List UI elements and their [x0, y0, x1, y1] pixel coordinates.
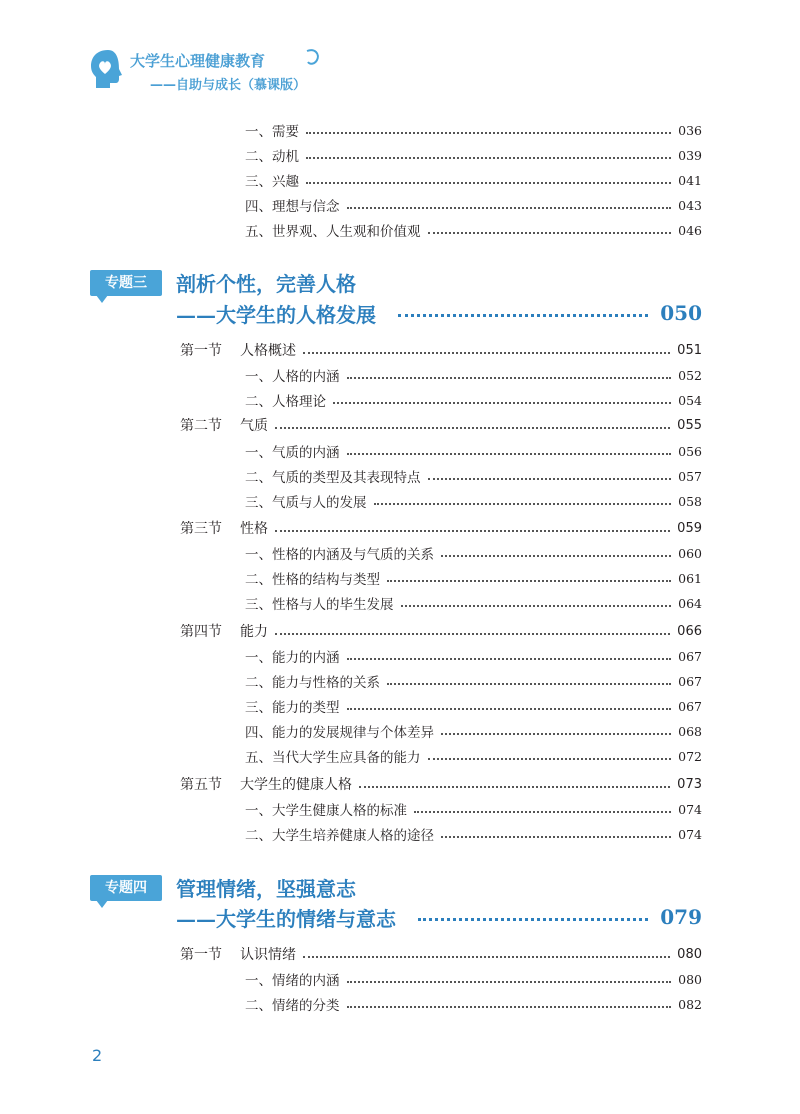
toc-item-page: 046 [678, 222, 702, 238]
toc-item[interactable] [245, 120, 702, 140]
section-name: 能力 [240, 624, 268, 640]
toc-item-page: 057 [678, 468, 702, 484]
leader-dots [387, 683, 671, 685]
toc-item-page: 064 [678, 595, 702, 611]
section-number: 第五节 [180, 777, 222, 793]
toc-item-label: 一、人格的内涵 [245, 369, 340, 385]
toc-item[interactable] [245, 593, 702, 613]
leader-dots [359, 786, 670, 788]
toc-item-label: 一、能力的内涵 [245, 650, 340, 666]
toc-section[interactable] [180, 517, 702, 539]
toc-item-label: 一、需要 [245, 124, 299, 140]
leader-dots [275, 530, 670, 532]
toc-item-label: 二、情绪的分类 [245, 998, 340, 1014]
toc-item-page: 039 [678, 147, 702, 163]
toc-item-page: 058 [678, 493, 702, 509]
toc-section[interactable] [180, 414, 702, 436]
section-name: 人格概述 [240, 343, 296, 359]
toc-item-page: 043 [678, 197, 702, 213]
toc-item[interactable] [245, 220, 702, 240]
toc-item[interactable] [245, 195, 702, 215]
topic-subtitle: ——大学生的人格发展 [176, 302, 376, 327]
leader-dots [347, 453, 672, 455]
section-page: 080 [677, 946, 702, 962]
toc-item[interactable] [245, 671, 702, 691]
leader-dots [303, 352, 670, 354]
leader-dots [387, 580, 671, 582]
toc-item[interactable] [245, 568, 702, 588]
leader-dots [275, 633, 670, 635]
leader-dots [347, 658, 672, 660]
toc-section[interactable] [180, 773, 702, 795]
toc-item-label: 二、性格的结构与类型 [245, 572, 380, 588]
toc-item-page: 068 [678, 723, 702, 739]
leader-dots [428, 478, 672, 480]
leader-dots [414, 811, 671, 813]
toc-item[interactable] [245, 170, 702, 190]
toc-item-page: 060 [678, 545, 702, 561]
toc-item-label: 三、性格与人的毕生发展 [245, 597, 394, 613]
toc-item[interactable] [245, 365, 702, 385]
topic-tag: 专题三 [90, 270, 162, 296]
toc-item-label: 二、动机 [245, 149, 299, 165]
toc-item-label: 一、情绪的内涵 [245, 973, 340, 989]
toc-item-label: 三、气质与人的发展 [245, 495, 367, 511]
toc-item-page: 067 [678, 673, 702, 689]
toc-item-page: 036 [678, 122, 702, 138]
toc-item[interactable] [245, 646, 702, 666]
toc-item[interactable] [245, 441, 702, 461]
toc-item-label: 三、能力的类型 [245, 700, 340, 716]
toc-item-label: 五、世界观、人生观和价值观 [245, 224, 421, 240]
toc-item-label: 四、能力的发展规律与个体差异 [245, 725, 434, 741]
topic-page: 050 [660, 301, 702, 325]
toc-item[interactable] [245, 721, 702, 741]
section-name: 性格 [240, 521, 268, 537]
leader-dots [441, 733, 671, 735]
section-number: 第四节 [180, 624, 222, 640]
toc-item-page: 041 [678, 172, 702, 188]
toc-item-label: 三、兴趣 [245, 174, 299, 190]
leader-dots [428, 232, 672, 234]
leader-dots [333, 402, 671, 404]
toc-item-page: 054 [678, 392, 702, 408]
leader-dots [303, 956, 670, 958]
toc-item-page: 056 [678, 443, 702, 459]
toc-item[interactable] [245, 696, 702, 716]
swirl-decoration-icon [303, 48, 321, 68]
toc-item[interactable] [245, 824, 702, 844]
leader-dots [441, 555, 671, 557]
toc-item-label: 二、人格理论 [245, 394, 326, 410]
toc-item-page: 061 [678, 570, 702, 586]
section-page: 051 [677, 342, 702, 358]
header-subtitle: ——自助与成长（慕课版） [150, 78, 307, 93]
toc-section[interactable] [180, 339, 702, 361]
toc-item-page: 067 [678, 648, 702, 664]
leader-dots [418, 918, 648, 921]
topic-title: 剖析个性，完善人格 [176, 272, 356, 296]
leader-dots [441, 836, 671, 838]
toc-section[interactable] [180, 943, 702, 965]
topic-subtitle-row[interactable] [176, 298, 702, 328]
toc-item-label: 一、性格的内涵及与气质的关系 [245, 547, 434, 563]
leader-dots [347, 1006, 672, 1008]
leader-dots [275, 427, 670, 429]
toc-item[interactable] [245, 994, 702, 1014]
leader-dots [347, 207, 672, 209]
toc-item-label: 二、气质的类型及其表现特点 [245, 470, 421, 486]
section-page: 059 [677, 520, 702, 536]
head-heart-logo-icon [88, 48, 128, 92]
toc-item-page: 052 [678, 367, 702, 383]
toc-item-label: 四、理想与信念 [245, 199, 340, 215]
toc-item[interactable] [245, 799, 702, 819]
toc-item-label: 二、大学生培养健康人格的途径 [245, 828, 434, 844]
leader-dots [347, 377, 672, 379]
topic-tag: 专题四 [90, 875, 162, 901]
section-number: 第一节 [180, 343, 222, 359]
toc-item-page: 072 [678, 748, 702, 764]
toc-item-page: 082 [678, 996, 702, 1012]
leader-dots [374, 503, 672, 505]
leader-dots [347, 981, 672, 983]
toc-item-page: 074 [678, 826, 702, 842]
leader-dots [401, 605, 672, 607]
topic-subtitle-row[interactable] [176, 902, 702, 932]
toc-item-label: 一、大学生健康人格的标准 [245, 803, 407, 819]
toc-item[interactable] [245, 390, 702, 410]
leader-dots [428, 758, 672, 760]
leader-dots [306, 182, 671, 184]
topic-page: 079 [660, 905, 702, 929]
section-number: 第三节 [180, 521, 222, 537]
section-name: 认识情绪 [240, 947, 296, 963]
toc-item-label: 五、当代大学生应具备的能力 [245, 750, 421, 766]
leader-dots [347, 708, 672, 710]
section-number: 第二节 [180, 418, 222, 434]
toc-item[interactable] [245, 746, 702, 766]
header-title: 大学生心理健康教育 [130, 52, 266, 70]
toc-item-label: 一、气质的内涵 [245, 445, 340, 461]
book-header [88, 46, 348, 102]
section-number: 第一节 [180, 947, 222, 963]
toc-item-page: 080 [678, 971, 702, 987]
leader-dots [306, 132, 671, 134]
toc-item[interactable] [245, 466, 702, 486]
page-number: 2 [92, 1046, 103, 1065]
section-page: 073 [677, 776, 702, 792]
section-name: 大学生的健康人格 [240, 777, 352, 793]
topic-subtitle: ——大学生的情绪与意志 [176, 906, 396, 931]
leader-dots [306, 157, 671, 159]
toc-item-page: 067 [678, 698, 702, 714]
section-name: 气质 [240, 418, 268, 434]
toc-section[interactable] [180, 620, 702, 642]
toc-item-label: 二、能力与性格的关系 [245, 675, 380, 691]
section-page: 055 [677, 417, 702, 433]
toc-item[interactable] [245, 145, 702, 165]
topic-title: 管理情绪，坚强意志 [176, 877, 356, 901]
toc-item-page: 074 [678, 801, 702, 817]
toc-item[interactable] [245, 543, 702, 563]
leader-dots [398, 314, 648, 317]
toc-item[interactable] [245, 491, 702, 511]
toc-item[interactable] [245, 969, 702, 989]
section-page: 066 [677, 623, 702, 639]
